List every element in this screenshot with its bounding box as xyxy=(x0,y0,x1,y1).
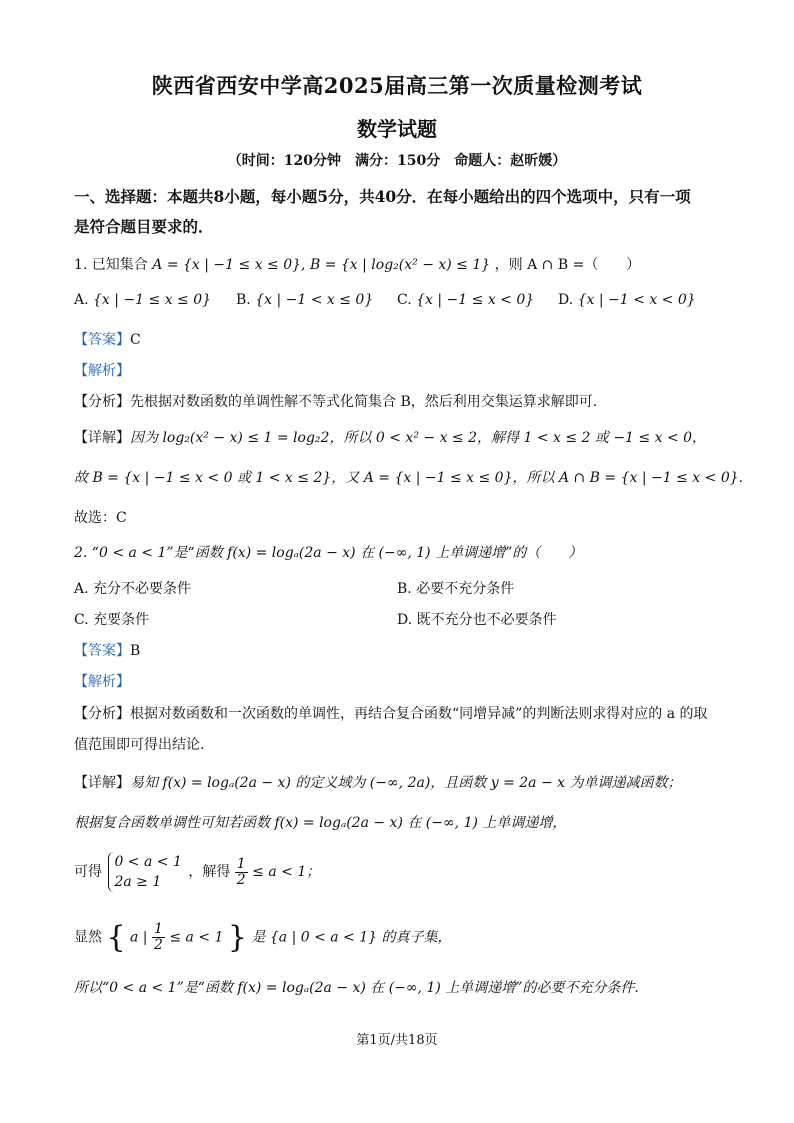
q2-fenxi-1 xyxy=(74,703,708,723)
q2-option-d xyxy=(397,609,557,629)
option-text: 充分不必要条件 xyxy=(93,581,192,597)
answer-tag: 【答案】 xyxy=(74,332,130,348)
option-label: A. xyxy=(74,581,89,597)
exam-subtitle: 数学试题 xyxy=(357,117,437,141)
system-row-2: 2a ≥ 1 xyxy=(114,874,162,890)
q1-detail-2 xyxy=(74,467,743,487)
fraction-denominator: 2 xyxy=(236,871,246,888)
option-label: B. xyxy=(236,292,251,308)
q1-fenxi xyxy=(74,391,597,411)
detail-text: 易知 f(x) = logₐ(2a − x) 的定义域为 (−∞, 2a)，且函数 y = 2a − x 为单调递减函数； xyxy=(130,775,682,791)
q2-detail-4 xyxy=(74,920,452,955)
fraction-numerator: 1 xyxy=(153,921,163,937)
q2-stem-text: 2. “0 < a < 1”是“函数 f(x) = logₐ(2a − x) 在 (−∞, 1) 上单调递增”的（ ） xyxy=(74,545,583,561)
set-right: ≤ a < 1 xyxy=(169,929,224,946)
left-brace-icon: { xyxy=(106,920,126,955)
exam-meta: （时间：120分钟 满分：150分 命题人：赵昕媛） xyxy=(227,153,567,169)
q1-option-d xyxy=(558,292,696,308)
option-label: B. xyxy=(397,581,412,597)
detail-mid: 是 {a | 0 < a < 1} 的真子集， xyxy=(251,929,452,946)
fenxi-text: 先根据对数函数的单调性解不等式化简集合 B，然后利用交集运算求解即可. xyxy=(130,394,598,410)
option-text: 充要条件 xyxy=(93,612,150,628)
q2-option-b xyxy=(397,578,514,598)
q2-detail-2 xyxy=(74,812,566,832)
answer-value: B xyxy=(130,643,141,659)
q2-detail-3 xyxy=(74,852,320,892)
detail-suffix: ≤ a < 1； xyxy=(252,864,321,880)
option-text: 既不充分也不必要条件 xyxy=(416,612,557,628)
q1-stem: 1. 已知集合 A = {x | −1 ≤ x ≤ 0}, B = {x | log₂(x² − x) ≤ 1} ，则 A ∩ B =（ ） xyxy=(74,257,641,273)
inequality-system xyxy=(108,852,181,892)
section-line-2: 是符合题目要求的． xyxy=(74,217,214,236)
option-text: {x | −1 ≤ x ≤ 0} xyxy=(93,292,212,308)
page-footer: 第1页/共18页 xyxy=(356,1033,438,1048)
option-text: 必要不充分条件 xyxy=(416,581,515,597)
q2-analysis-tag: 【解析】 xyxy=(74,674,130,690)
system-row-1: 0 < a < 1 xyxy=(114,854,182,870)
fraction-half xyxy=(235,857,248,888)
section-line-1: 一、选择题：本题共8小题，每小题5分，共40分．在每小题给出的四个选项中，只有一项 xyxy=(74,187,691,206)
right-brace-icon: } xyxy=(227,920,247,955)
detail-text: 所以“0 < a < 1”是“函数 f(x) = logₐ(2a − x) 在 (−∞, 1) 上单调递增”的必要不充分条件. xyxy=(74,980,639,996)
q1-option-a xyxy=(74,292,211,308)
fraction-numerator: 1 xyxy=(236,855,246,872)
detail-text: 因为 log₂(x² − x) ≤ 1 = log₂2，所以 0 < x² − x ≤ 2，解得 1 < x ≤ 2 或 −1 ≤ x < 0， xyxy=(130,430,707,446)
q1-answer xyxy=(74,329,141,349)
q2-detail-1 xyxy=(74,772,682,792)
fraction-half xyxy=(152,922,165,953)
q1-stem-suffix: ，则 A ∩ B =（ ） xyxy=(494,257,641,273)
fenxi-text: 根据对数函数和一次函数的单调性，再结合复合函数“同增异减”的判断法则求得对应的 a 的取 xyxy=(130,706,708,722)
detail-text: 根据复合函数单调性可知若函数 f(x) = logₐ(2a − x) 在 (−∞, 1) 上单调递增， xyxy=(74,815,567,831)
xiangjie-tag: 【详解】 xyxy=(74,775,130,791)
q2-fenxi-2: 值范围即可得出结论. xyxy=(74,737,205,753)
q1-detail-1 xyxy=(74,427,706,447)
option-label: A. xyxy=(74,292,89,308)
option-text: {x | −1 < x ≤ 0} xyxy=(255,292,374,308)
q1-set-b: B = {x | log₂(x² − x) ≤ 1} xyxy=(309,257,491,273)
detail-prefix: 显然 xyxy=(74,929,102,946)
fenxi-tag: 【分析】 xyxy=(74,706,130,722)
section-heading xyxy=(74,182,734,242)
fenxi-tag: 【分析】 xyxy=(74,394,130,410)
option-label: D. xyxy=(558,292,574,308)
q2-option-c xyxy=(74,609,149,629)
q1-stem-prefix: 1. 已知集合 xyxy=(74,257,148,273)
answer-value: C xyxy=(130,332,141,348)
q2-stem xyxy=(74,542,582,562)
q2-option-a xyxy=(74,578,191,598)
option-label: C. xyxy=(74,612,89,628)
option-label: C. xyxy=(397,292,412,308)
q2-answer xyxy=(74,640,140,660)
set-left: a | xyxy=(130,929,148,946)
q1-analysis-tag: 【解析】 xyxy=(74,363,130,379)
detail-prefix: 可得 xyxy=(74,864,102,880)
xiangjie-tag: 【详解】 xyxy=(74,430,130,446)
q1-option-c xyxy=(397,292,534,308)
detail-text: 故 B = {x | −1 ≤ x < 0 或 1 < x ≤ 2}，又 A = {x | −1 ≤ x ≤ 0}，所以 A ∩ B = {x | −1 ≤ x < 0}. xyxy=(74,470,744,486)
q2-detail-5 xyxy=(74,977,639,997)
q1-option-b xyxy=(236,292,373,308)
fraction-denominator: 2 xyxy=(153,937,163,953)
option-text: {x | −1 < x < 0} xyxy=(577,292,696,308)
q1-set-a: A = {x | −1 ≤ x ≤ 0} xyxy=(152,257,302,273)
option-text: {x | −1 ≤ x < 0} xyxy=(416,292,535,308)
answer-tag: 【答案】 xyxy=(74,643,130,659)
exam-title: 陕西省西安中学高2025届高三第一次质量检测考试 xyxy=(151,73,643,98)
q1-conclusion: 故选：C xyxy=(74,510,127,526)
option-label: D. xyxy=(397,612,413,628)
detail-mid: ，解得 xyxy=(188,864,231,880)
